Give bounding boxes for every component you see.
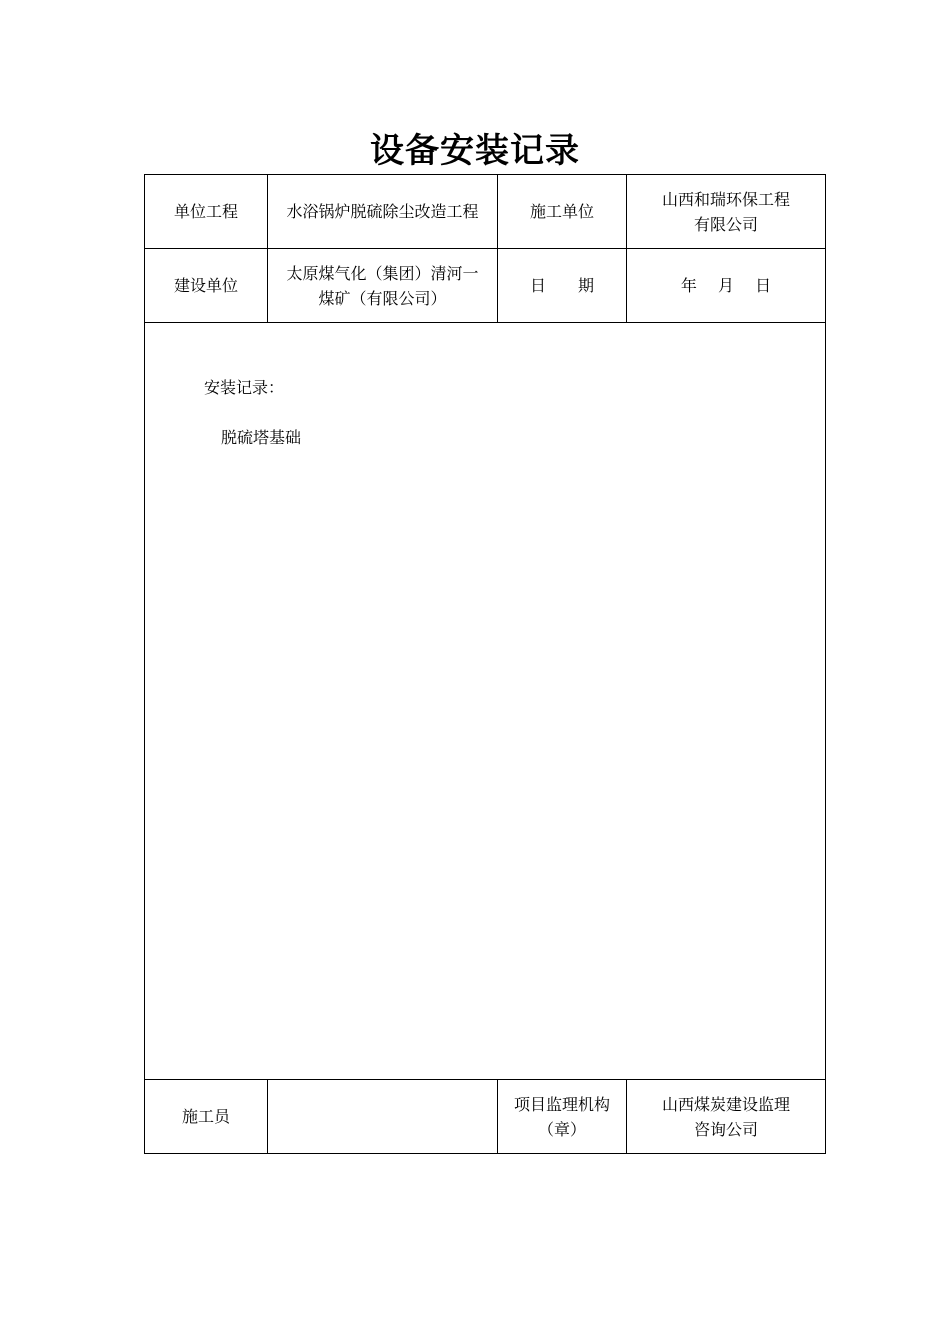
- supervisor-value-line2: 咨询公司: [693, 1119, 758, 1139]
- constructor-label: 施工员: [145, 1080, 268, 1154]
- construction-unit-value-line2: 有限公司: [693, 214, 758, 234]
- unit-project-label: 单位工程: [145, 175, 268, 249]
- construction-unit-value: [627, 175, 826, 249]
- builder-label: 建设单位: [145, 249, 268, 323]
- date-label-cell: [498, 249, 627, 323]
- table-row: [145, 323, 826, 1080]
- date-label: 日 期: [529, 276, 594, 295]
- record-label: 安装记录：: [204, 378, 285, 397]
- construction-unit-label: 施工单位: [498, 175, 627, 249]
- record-body-cell: [145, 323, 826, 1080]
- constructor-value: [268, 1080, 498, 1154]
- record-content: 脱硫塔基础: [221, 428, 302, 447]
- supervisor-label-line2: （章）: [537, 1119, 586, 1139]
- supervisor-value-line1: 山西煤炭建设监理: [661, 1094, 790, 1114]
- installation-record-table: [144, 174, 826, 1154]
- record-body: [145, 323, 825, 1079]
- supervisor-value: [627, 1080, 826, 1154]
- supervisor-label: [498, 1080, 627, 1154]
- unit-project-value: 水浴锅炉脱硫除尘改造工程: [268, 175, 498, 249]
- page-title: 设备安装记录: [370, 131, 580, 171]
- table-row: [145, 1080, 826, 1154]
- date-value-cell: [627, 249, 826, 323]
- construction-unit-value-line1: 山西和瑞环保工程: [661, 189, 790, 209]
- builder-value: [268, 249, 498, 323]
- table-row: [145, 175, 826, 249]
- table-row: [145, 249, 826, 323]
- builder-value-line2: 煤矿（有限公司）: [318, 288, 447, 308]
- date-value: 年 月 日: [680, 276, 772, 295]
- supervisor-label-line1: 项目监理机构: [513, 1094, 610, 1114]
- builder-value-line1: 太原煤气化（集团）清河一: [286, 263, 479, 283]
